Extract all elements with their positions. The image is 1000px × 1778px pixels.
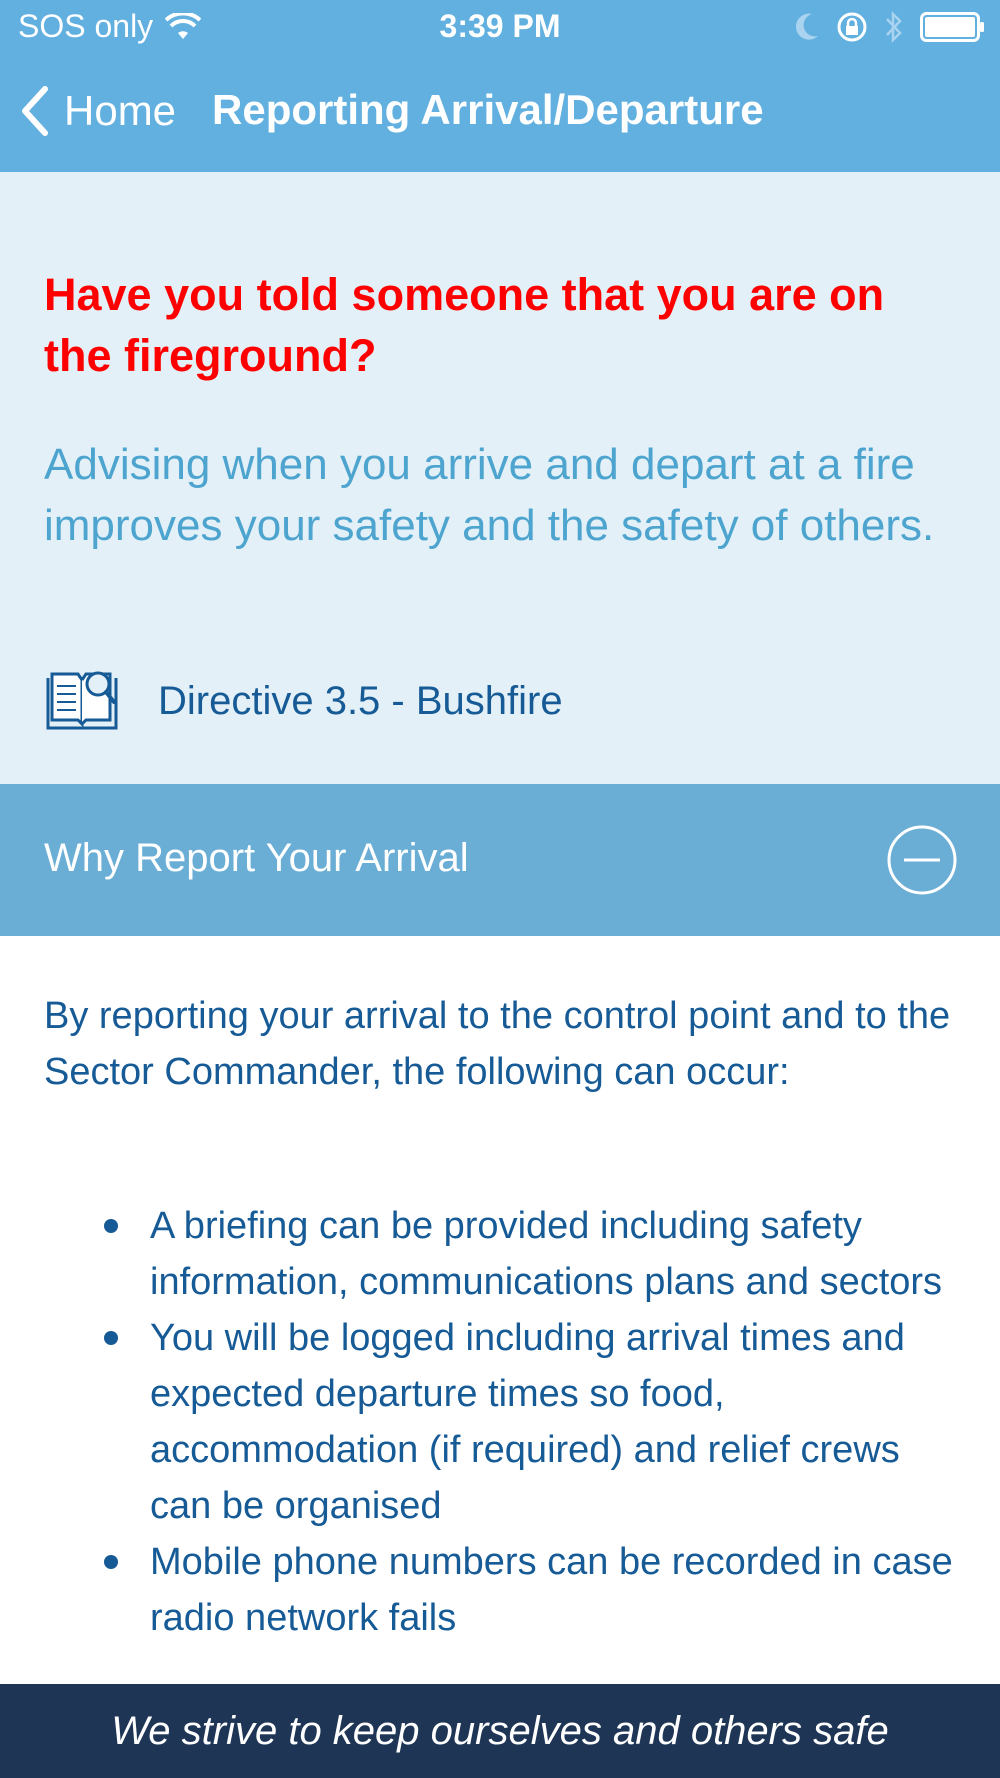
status-right xyxy=(794,10,986,44)
section-lead: By reporting your arrival to the control point and to the Sector Commander, the following can occur: xyxy=(44,995,951,1093)
fireground-question: Have you told someone that you are on the fireground? xyxy=(44,269,885,381)
navigation-bar xyxy=(0,56,1000,172)
directive-label: Directive 3.5 - Bushfire xyxy=(158,678,563,723)
footer-tagline: We strive to keep ourselves and others safe xyxy=(0,1684,1000,1778)
battery-icon xyxy=(920,12,986,42)
intro-panel xyxy=(0,172,1000,784)
back-label: Home xyxy=(64,87,177,134)
list-item: You will be logged including arrival times and expected departure times so food, accommodation (if required) and relief crews can be organised xyxy=(150,1310,970,1534)
safety-advice: Advising when you arrive and depart at a fire improves your safety and the safety of others. xyxy=(44,440,935,550)
moon-icon xyxy=(794,12,820,42)
back-button[interactable] xyxy=(20,86,176,136)
section-content xyxy=(0,936,1000,1684)
directive-link[interactable] xyxy=(44,668,563,734)
accordion-why-report-arrival[interactable] xyxy=(0,784,1000,936)
bluetooth-icon xyxy=(884,10,904,44)
status-bar xyxy=(0,0,1000,56)
list-item: A briefing can be provided including safety information, communications plans and sectors xyxy=(150,1198,970,1310)
bullet-list xyxy=(150,1198,970,1646)
page-title: Reporting Arrival/Departure xyxy=(212,86,764,133)
accordion-title: Why Report Your Arrival xyxy=(44,836,469,880)
status-time: 3:39 PM xyxy=(439,8,561,44)
carrier-label: SOS only xyxy=(18,8,154,44)
rotation-lock-icon xyxy=(836,11,868,43)
chevron-left-icon xyxy=(20,86,50,136)
book-search-icon xyxy=(44,668,120,734)
collapse-minus-icon[interactable] xyxy=(886,824,958,896)
list-item: Mobile phone numbers can be recorded in case radio network fails xyxy=(150,1534,970,1646)
